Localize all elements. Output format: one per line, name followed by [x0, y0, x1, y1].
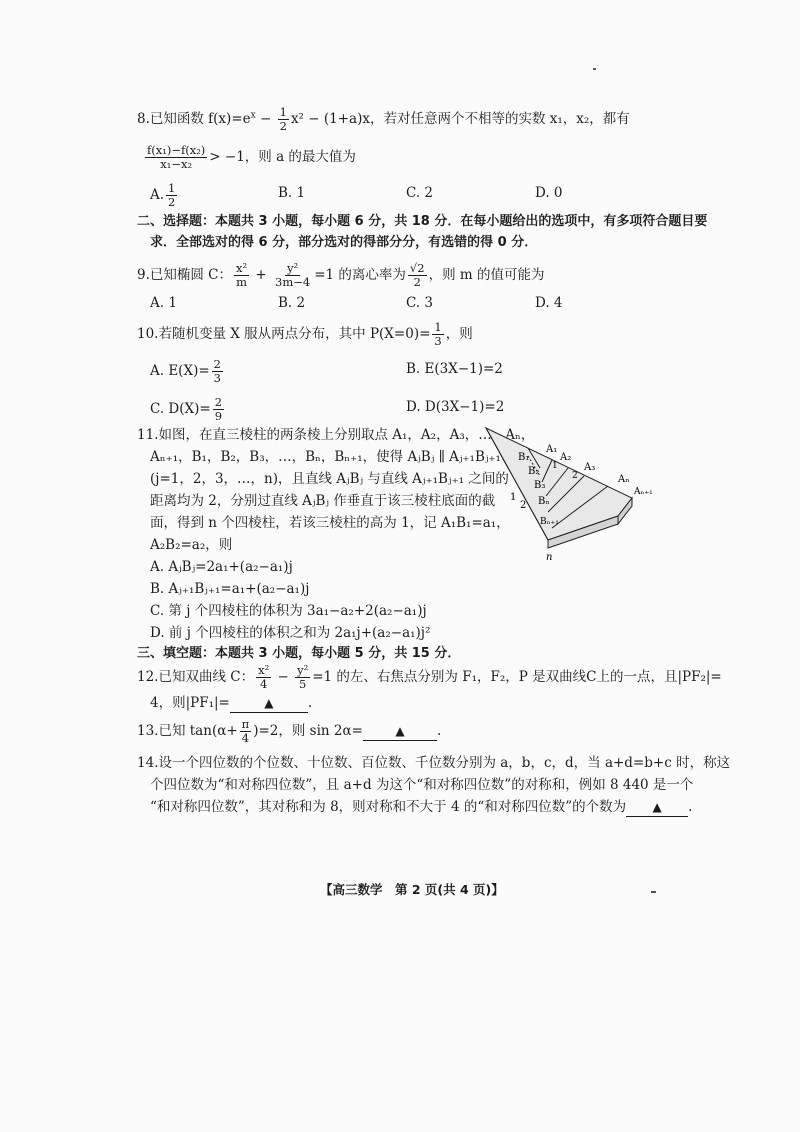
q11-line-5: 面，得到 n 个四棱柱，若该三棱柱的高为 1，记 A₁B₁=a₁， — [150, 515, 510, 531]
q12-line2-prefix: 4，则|PF₁|= — [150, 695, 230, 711]
fig-label-b2: B₂ — [528, 466, 540, 477]
q12-f1-den: 4 — [259, 677, 268, 691]
q12-stem-line1 — [137, 664, 722, 691]
q8-option-a-fraction — [166, 182, 177, 209]
q8-stem-line1: 8.已知函数 $f(x)=e^x$ − $\frac{1}{2}$ x² − (1+a)x，若对任意两个不相等的实数 x₁，x₂，都有 — [137, 105, 630, 133]
scan-speck-footer — [651, 891, 656, 893]
fig-label-two-a: 2 — [520, 500, 527, 511]
q10-option-a-num: 2 — [213, 357, 221, 371]
q13-fraction — [240, 718, 252, 745]
fig-label-a1: A₁ — [546, 444, 558, 455]
q11-line-4: 距离均为 2，分别过直线 AⱼBⱼ 作垂直于该三棱柱底面的截 — [150, 493, 496, 509]
fig-label-a3: A₃ — [584, 462, 596, 473]
fig-label-two-b: 2 — [572, 471, 578, 481]
q10-option-c — [150, 396, 226, 423]
q9-option-b: B. 2 — [278, 295, 306, 311]
q12-f2-den: 5 — [299, 677, 307, 691]
q9-tail: ，则 m 的值可能为 — [428, 267, 545, 283]
q10-option-b: B. E(3X−1)=2 — [406, 361, 503, 377]
q8-option-a-den: 2 — [168, 195, 176, 209]
q8-option-d: D. 0 — [535, 185, 563, 201]
q8-option-c: C. 2 — [406, 185, 434, 201]
q8-option-a — [150, 182, 179, 209]
q10-option-a-prefix: A. E(X)= — [150, 363, 210, 379]
section2-heading-line2: 求．全部选对的得 6 分，部分选对的得部分分，有选错的得 0 分． — [150, 235, 538, 250]
fig-label-b3: B₃ — [534, 480, 546, 491]
q12-triangle-mark: ▲ — [264, 696, 274, 710]
q13-f-den: 4 — [241, 731, 250, 745]
q8-option-a-num: 1 — [168, 181, 176, 195]
q10-option-d: D. D(3X−1)=2 — [406, 399, 505, 415]
q10-option-c-den: 9 — [214, 409, 223, 423]
q12-prefix: 12.已知双曲线 C： — [137, 669, 255, 685]
page-footer: 【高三数学 第 2 页(共 4 页)】 — [320, 882, 504, 897]
q13-tail: =2，则 sin 2α= — [258, 723, 363, 739]
q8-prefix: 8.已知函数 — [137, 111, 209, 127]
q13-triangle-mark: ▲ — [395, 724, 405, 738]
q9-f1-num: x² — [236, 261, 248, 275]
prism-figure — [480, 420, 653, 563]
q11-line-6: A₂B₂=a₂，则 — [150, 537, 233, 553]
q9-fraction-e — [408, 262, 427, 289]
q8-half-num: 1 — [279, 105, 287, 119]
q9-option-a: A. 1 — [150, 295, 177, 311]
q11-option-a: A. AⱼBⱼ=2a₁+(a₂−a₁)j — [150, 559, 293, 575]
q11-option-d: D. 前 j 个四棱柱的体积之和为 2a₁j+(a₂−a₁)j² — [150, 625, 431, 641]
q11-line-1: 11.如图，在直三棱柱的两条棱上分别取点 A₁，A₂，A₃，…，Aₙ， — [137, 427, 535, 443]
q10-f-num: 1 — [434, 320, 442, 334]
q14-line3-prefix: “和对称四位数”，其对称和为 8，则对称和不大于 4 的“和对称四位数”的个数为 — [150, 799, 627, 815]
q9-f3-den: 2 — [413, 275, 421, 289]
q9-mid: =1 的离心率为 — [314, 267, 406, 283]
fig-label-bn1: Bₙ₊₁ — [540, 517, 559, 527]
q14-answer-blank[interactable] — [626, 798, 688, 817]
fig-label-one-a: 1 — [510, 492, 517, 503]
q10-option-a — [150, 358, 225, 385]
q12-fraction-x — [256, 664, 271, 691]
q13-stem — [137, 718, 441, 745]
q10-tail: ，则 — [445, 326, 473, 342]
q13-prefix: 13.已知 tan — [137, 723, 212, 739]
q8-option-a-prefix: A. — [150, 187, 165, 203]
q9-option-c: C. 3 — [406, 295, 434, 311]
q14-end: . — [688, 799, 693, 815]
q9-fraction-x — [234, 262, 249, 289]
fig-label-an1: Aₙ₊₁ — [634, 487, 653, 497]
q12-minus: − — [273, 669, 294, 685]
fig-label-a2: A₂ — [560, 452, 572, 463]
q11-line-2: Aₙ₊₁，B₁，B₂，B₃，…，Bₙ，Bₙ₊₁，使得 AⱼBⱼ ∥ Aⱼ₊₁Bⱼ₊₁ — [150, 449, 501, 465]
q10-fraction — [432, 321, 443, 348]
q13-paren-open: (α+ — [211, 723, 238, 739]
q8-ratio-den: x₁−x₂ — [160, 157, 193, 171]
q10-option-a-fraction — [212, 358, 223, 385]
q12-answer-blank[interactable] — [230, 694, 308, 713]
q9-f3-num: √2 — [409, 261, 425, 275]
q9-f1-den: m — [236, 275, 248, 289]
q13-answer-blank[interactable] — [363, 722, 437, 741]
q9-f2-num: y² — [287, 261, 299, 275]
q8-half-fraction — [278, 106, 289, 133]
q9-f2-den: 3m−4 — [275, 275, 311, 289]
q13-end: . — [436, 723, 442, 739]
q12-line2-tail: . — [307, 695, 313, 711]
q11-line-3: (j=1，2，3，…，n)，且直线 AⱼBⱼ 与直线 Aⱼ₊₁Bⱼ₊₁ 之间的 — [150, 471, 509, 487]
q13-f-num: π — [241, 717, 250, 731]
q8-ratio-fraction — [145, 144, 207, 171]
q10-f-den: 3 — [434, 334, 442, 348]
q11-option-b: B. Aⱼ₊₁Bⱼ₊₁=a₁+(a₂−a₁)j — [150, 581, 310, 597]
q10-option-c-fraction — [213, 396, 224, 423]
q10-stem — [137, 321, 473, 348]
q12-f1-num: x² — [258, 663, 270, 677]
fig-label-an: Aₙ — [618, 474, 630, 485]
q8-stem-line2 — [143, 144, 356, 171]
q9-prefix: 9.已知椭圆 C： — [137, 267, 233, 283]
q8-minus: − — [255, 111, 276, 127]
q8-option-b: B. 1 — [278, 185, 306, 201]
q10-option-c-prefix: C. D(X)= — [150, 401, 211, 417]
q8-stem-rest: x² − (1+a)x，若对任意两个不相等的实数 x₁，x₂，都有 — [290, 111, 630, 127]
q8-fx: f(x)=e — [208, 111, 251, 127]
fig-label-b1: B₁ — [518, 452, 530, 463]
q14-triangle-mark: ▲ — [652, 800, 662, 814]
q14-line-1: 14.设一个四位数的个位数、十位数、百位数、千位数分别为 a，b，c，d，当 a+d=b+c 时，称这 — [137, 755, 731, 771]
q8-half-den: 2 — [279, 119, 287, 133]
q13-paren-close: ) — [253, 723, 259, 739]
fig-label-bn: Bₙ — [538, 496, 550, 507]
section2-heading-line1: 二、选择题：本题共 3 小题，每小题 6 分，共 18 分．在每小题给出的选项中，有多项符合题目要 — [137, 214, 708, 229]
q10-option-c-num: 2 — [214, 395, 223, 409]
section3-heading: 三、填空题：本题共 3 小题，每小题 5 分，共 15 分． — [137, 646, 461, 661]
q12-stem-line2 — [150, 694, 312, 713]
q12-fraction-y — [295, 664, 310, 691]
q14-line-3 — [150, 798, 692, 817]
fig-label-n: n — [546, 552, 553, 563]
q10-option-a-den: 3 — [213, 371, 221, 385]
fig-label-one-b: 1 — [552, 461, 558, 471]
q14-line-2: 个四位数为“和对称四位数”，且 a+d 为这个“和对称四位数”的对称和，例如 8 440 是一个 — [150, 777, 694, 793]
q9-stem — [137, 262, 544, 289]
q8-ratio-num: f(x₁)−f(x₂) — [147, 143, 206, 157]
scan-speck-top — [593, 68, 596, 70]
q11-option-c: C. 第 j 个四棱柱的体积为 3a₁−a₂+2(a₂−a₁)j — [150, 603, 427, 619]
q12-f2-num: y² — [297, 663, 309, 677]
q9-plus: + — [251, 267, 272, 283]
q12-tail: =1 的左、右焦点分别为 F₁，F₂，P 是双曲线C上的一点，且|PF₂|= — [312, 669, 722, 685]
q9-option-d: D. 4 — [535, 295, 563, 311]
q9-fraction-y — [273, 262, 312, 289]
q8-stem-tail: > −1，则 a 的最大值为 — [209, 149, 356, 165]
q10-prefix: 10.若随机变量 X 服从两点分布，其中 P(X=0)= — [137, 326, 431, 342]
